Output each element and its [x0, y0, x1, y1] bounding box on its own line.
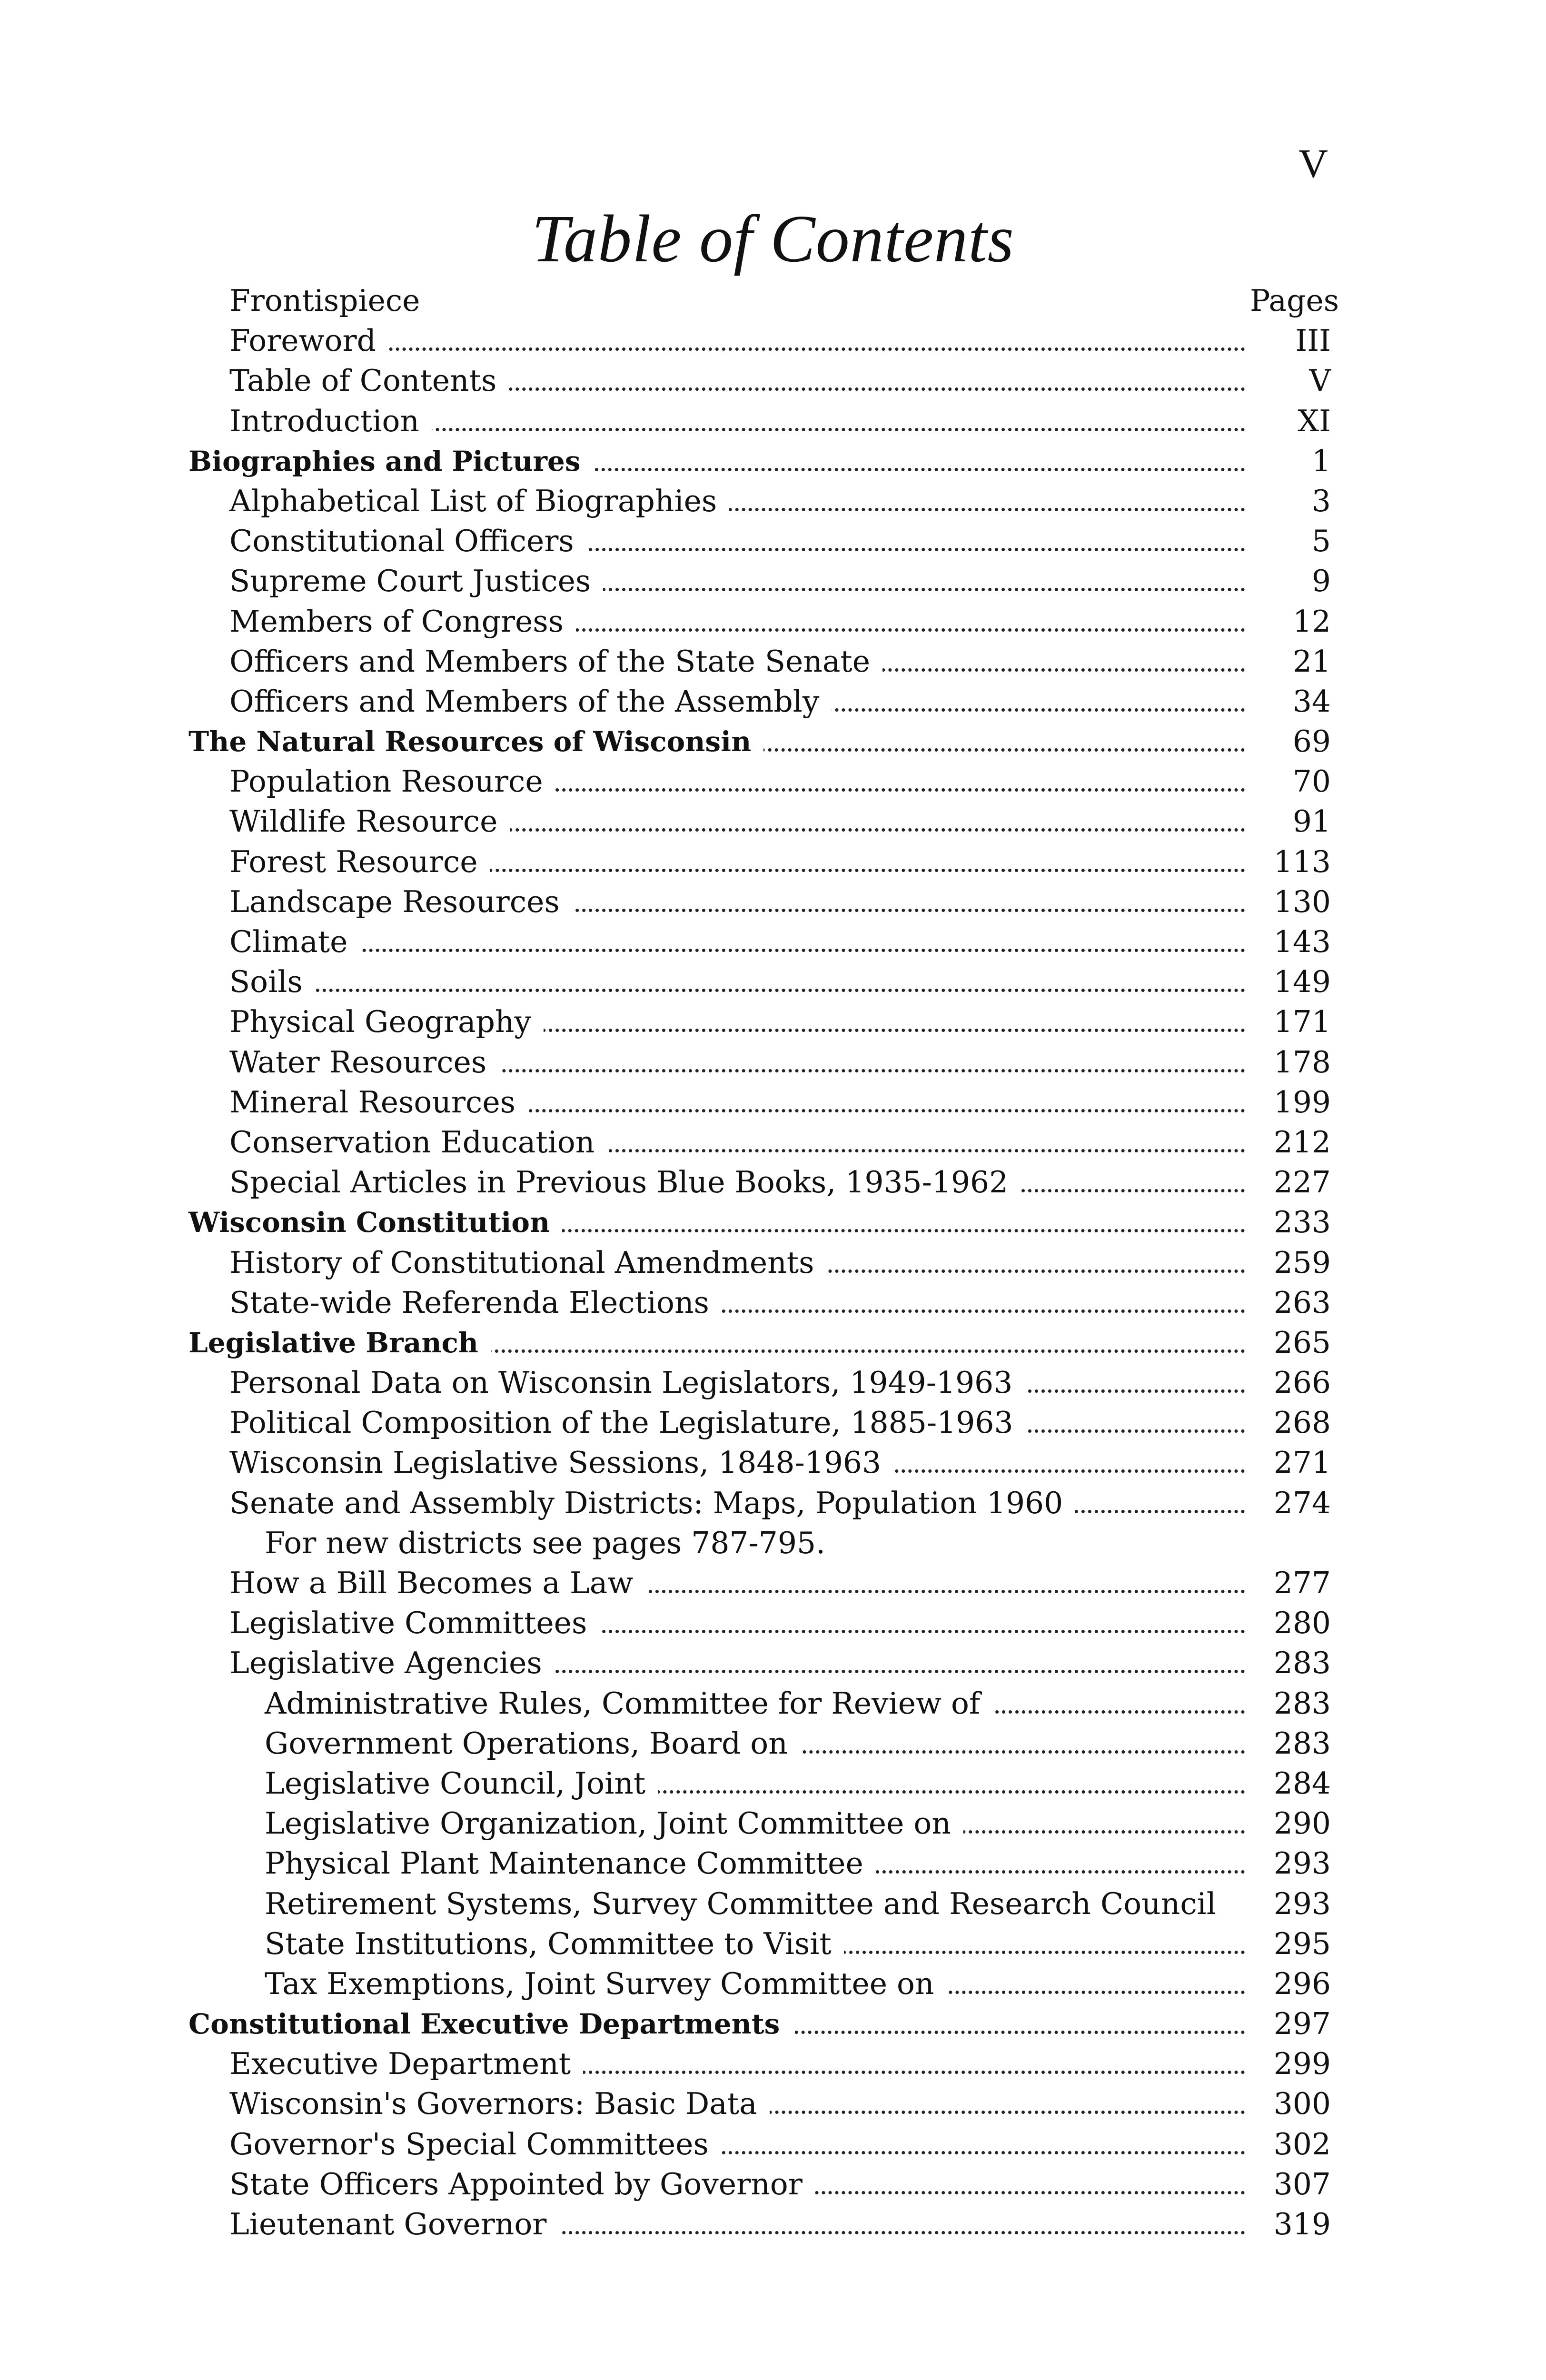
toc-entry-label: Foreword	[229, 321, 388, 361]
toc-entry-label: Wildlife Resource	[229, 802, 510, 842]
toc-entry[interactable]	[188, 922, 1331, 962]
toc-entry-page-number: 283	[1273, 1686, 1331, 1721]
toc-entry-label: Officers and Members of the Assembly	[229, 682, 832, 722]
toc-entry[interactable]	[188, 1684, 1331, 1724]
toc-entry-page-number: 149	[1273, 964, 1331, 1000]
toc-entry-page-number: 280	[1273, 1606, 1331, 1641]
toc-entry-page-number: 268	[1273, 1405, 1331, 1440]
toc-entry-label: How a Bill Becomes a Law	[229, 1563, 645, 1603]
toc-entry[interactable]	[188, 1764, 1331, 1804]
toc-entry-label: Government Operations, Board on	[265, 1724, 800, 1764]
toc-entry-label: Supreme Court Justices	[229, 561, 603, 601]
toc-entry-page-number: 34	[1292, 684, 1331, 719]
toc-entry[interactable]	[188, 361, 1331, 401]
toc-entry-label: Physical Geography	[229, 1002, 544, 1042]
toc-entry-label: Physical Plant Maintenance Committee	[265, 1844, 876, 1884]
toc-entry-page-number: 212	[1273, 1124, 1331, 1160]
toc-entry-page-number: 299	[1273, 2046, 1331, 2082]
toc-entry-page-number: 143	[1273, 924, 1331, 959]
toc-entry[interactable]	[188, 1042, 1331, 1082]
toc-entry[interactable]	[188, 2164, 1331, 2204]
toc-entry[interactable]	[188, 1603, 1331, 1643]
toc-entry-page-number: 296	[1273, 1966, 1331, 2001]
toc-entry[interactable]	[188, 882, 1331, 922]
toc-entry-page-number: 178	[1273, 1044, 1331, 1080]
toc-entry-label: Wisconsin Legislative Sessions, 1848-1963	[229, 1443, 893, 1483]
toc-entry[interactable]	[188, 321, 1331, 361]
toc-entry[interactable]	[188, 1844, 1331, 1884]
toc-entry-label: Special Articles in Previous Blue Books, 1935-1962	[229, 1162, 1021, 1202]
toc-entry-page-number: 259	[1273, 1245, 1331, 1280]
toc-entry-page-number: III	[1295, 323, 1331, 358]
toc-entry-label: Constitutional Officers	[229, 521, 586, 561]
toc-entry-label: State-wide Referenda Elections	[229, 1283, 722, 1323]
toc-entry[interactable]	[188, 842, 1331, 882]
toc-section-heading[interactable]	[188, 722, 1331, 762]
toc-entry-label: Landscape Resources	[229, 882, 572, 922]
toc-entry[interactable]	[188, 1283, 1331, 1323]
toc-section-heading[interactable]	[188, 441, 1331, 481]
toc-entry-label: Climate	[229, 922, 360, 962]
toc-entry-page-number: 227	[1273, 1165, 1331, 1200]
toc-entry[interactable]	[188, 1724, 1331, 1764]
toc-entry-page-number: 265	[1273, 1325, 1331, 1360]
toc-entry[interactable]	[188, 401, 1331, 441]
toc-entry[interactable]	[188, 1804, 1331, 1844]
toc-entry-label: Conservation Education	[229, 1122, 607, 1162]
toc-entry-label: Mineral Resources	[229, 1082, 528, 1122]
toc-entry[interactable]	[188, 281, 1339, 321]
toc-entry[interactable]	[188, 602, 1331, 642]
toc-entry-label: Administrative Rules, Committee for Review of	[265, 1684, 992, 1724]
toc-section-heading[interactable]	[188, 1323, 1331, 1363]
toc-entry[interactable]	[188, 1243, 1331, 1283]
toc-entry-page-number: 283	[1273, 1646, 1331, 1681]
toc-entry-label: Tax Exemptions, Joint Survey Committee on	[265, 1964, 947, 2004]
toc-entry[interactable]	[188, 802, 1331, 842]
toc-entry-page-number: 283	[1273, 1726, 1331, 1761]
toc-entry-page-number: 263	[1273, 1285, 1331, 1320]
toc-entry-label: Water Resources	[229, 1042, 499, 1082]
toc-entry-label: History of Constitutional Amendments	[229, 1243, 826, 1283]
toc-entry[interactable]	[188, 1363, 1331, 1403]
toc-entry-label: Executive Department	[229, 2044, 583, 2084]
toc-entry-label: Personal Data on Wisconsin Legislators, 1949-1963	[229, 1363, 1025, 1403]
toc-entry-page-number: 91	[1292, 804, 1331, 839]
toc-entry-label: Legislative Committees	[229, 1603, 599, 1643]
dot-leader	[229, 949, 1245, 952]
toc-entry-page-number: XI	[1298, 403, 1331, 438]
toc-entry-label: State Institutions, Committee to Visit	[265, 1924, 844, 1964]
toc-entry-label: For new districts see pages 787-795.	[265, 1523, 838, 1563]
toc-section-heading[interactable]	[188, 1202, 1331, 1242]
toc-section-heading[interactable]	[188, 2004, 1331, 2044]
page-title: Table of Contents	[532, 201, 1014, 276]
toc-entry-page-number: 70	[1292, 764, 1331, 799]
toc-entry-page-number: 302	[1273, 2126, 1331, 2162]
toc-entry-label: Population Resource	[229, 762, 555, 802]
page-number: V	[1298, 140, 1328, 186]
toc-entry-page-number: 293	[1273, 1886, 1331, 1921]
toc-entry-page-number: 199	[1273, 1084, 1331, 1120]
toc-entry[interactable]	[188, 1924, 1331, 1964]
toc-entry[interactable]	[188, 962, 1331, 1002]
toc-entry-page-number: 3	[1311, 483, 1331, 518]
dot-leader	[229, 989, 1245, 992]
toc-entry[interactable]	[188, 1483, 1331, 1523]
toc-entry-page-number: 171	[1273, 1004, 1331, 1040]
toc-entry-label: Members of Congress	[229, 602, 576, 642]
toc-entry[interactable]	[188, 2124, 1331, 2164]
toc-entry[interactable]	[188, 1082, 1331, 1122]
toc-entry-label: Introduction	[229, 401, 432, 441]
toc-entry-label: Legislative Council, Joint	[265, 1764, 658, 1804]
toc-entry[interactable]	[188, 521, 1331, 561]
toc-entry-page-number: 113	[1273, 844, 1331, 879]
toc-entry[interactable]	[188, 1162, 1331, 1202]
pages-column-header: Pages	[1250, 283, 1339, 318]
toc-entry-label: Frontispiece	[229, 281, 432, 321]
toc-entry-label: Alphabetical List of Biographies	[229, 481, 729, 521]
toc-entry-label: Table of Contents	[229, 361, 509, 401]
toc-entry-label: Retirement Systems, Survey Committee and Research Council	[265, 1884, 1229, 1924]
toc-entry-label: Soils	[229, 962, 315, 1002]
toc-entry-page-number: 274	[1273, 1485, 1331, 1520]
toc-entry-page-number: 233	[1273, 1205, 1331, 1240]
toc-entry-label: Wisconsin's Governors: Basic Data	[229, 2084, 770, 2124]
toc-entry-label: State Officers Appointed by Governor	[229, 2164, 815, 2204]
toc-entry[interactable]	[188, 682, 1331, 722]
toc-entry-page-number: 266	[1273, 1365, 1331, 1400]
toc-entry-label: Lieutenant Governor	[229, 2204, 559, 2244]
toc-entry[interactable]	[188, 1403, 1331, 1443]
toc-entry-page-number: 297	[1273, 2006, 1331, 2042]
toc-entry[interactable]	[188, 1884, 1331, 1924]
toc-entry-page-number: 12	[1292, 604, 1331, 639]
toc-entry-label: Biographies and Pictures	[188, 441, 593, 481]
toc-entry-page-number: 293	[1273, 1846, 1331, 1881]
toc-entry-page-number: 69	[1292, 724, 1331, 759]
toc-entry-label: Governor's Special Committees	[229, 2124, 721, 2164]
toc-entry-page-number: 5	[1311, 524, 1331, 559]
toc-entry[interactable]	[188, 2204, 1331, 2244]
toc-entry[interactable]	[188, 1563, 1331, 1603]
toc-entry-label: The Natural Resources of Wisconsin	[188, 722, 763, 762]
toc-entry-label: Forest Resource	[229, 842, 490, 882]
toc-entry-label: Legislative Organization, Joint Committee on	[265, 1804, 963, 1844]
toc-entry-page-number: V	[1309, 363, 1331, 398]
toc-entry-label: Legislative Branch	[188, 1323, 491, 1363]
toc-entry-page-number: 300	[1273, 2086, 1331, 2122]
toc-entry-label: Political Composition of the Legislature, 1885-1963	[229, 1403, 1026, 1443]
table-of-contents	[188, 281, 1339, 2244]
toc-entry[interactable]	[188, 2044, 1331, 2084]
toc-entry-page-number: 271	[1273, 1445, 1331, 1480]
toc-entry[interactable]	[188, 1643, 1331, 1683]
toc-entry-label: Wisconsin Constitution	[188, 1202, 562, 1242]
toc-entry-page-number: 130	[1273, 884, 1331, 919]
toc-entry[interactable]	[188, 2084, 1331, 2124]
toc-entry-label: Senate and Assembly Districts: Maps, Population 1960	[229, 1483, 1075, 1523]
toc-entry-page-number: 284	[1273, 1765, 1331, 1801]
toc-entry[interactable]	[188, 561, 1331, 601]
toc-entry[interactable]	[188, 762, 1331, 802]
toc-entry-page-number: 1	[1311, 443, 1331, 478]
toc-entry[interactable]	[188, 1964, 1331, 2004]
toc-entry-label: Officers and Members of the State Senate	[229, 642, 882, 682]
toc-entry-page-number: 9	[1311, 564, 1331, 599]
toc-entry-page-number: 290	[1273, 1806, 1331, 1841]
toc-entry-page-number: 307	[1273, 2166, 1331, 2202]
toc-entry-page-number: 277	[1273, 1566, 1331, 1600]
toc-entry-page-number: 295	[1273, 1926, 1331, 1961]
toc-entry-label: Constitutional Executive Departments	[188, 2004, 792, 2044]
toc-entry[interactable]	[188, 1002, 1331, 1042]
toc-entry[interactable]	[188, 642, 1331, 682]
toc-entry[interactable]	[188, 481, 1331, 521]
toc-entry[interactable]	[188, 1443, 1331, 1483]
toc-entry[interactable]	[188, 1122, 1331, 1162]
toc-entry[interactable]	[188, 1523, 1331, 1563]
toc-entry-page-number: 319	[1273, 2207, 1331, 2241]
toc-entry-label: Legislative Agencies	[229, 1643, 555, 1683]
toc-entry-page-number: 21	[1292, 644, 1331, 679]
